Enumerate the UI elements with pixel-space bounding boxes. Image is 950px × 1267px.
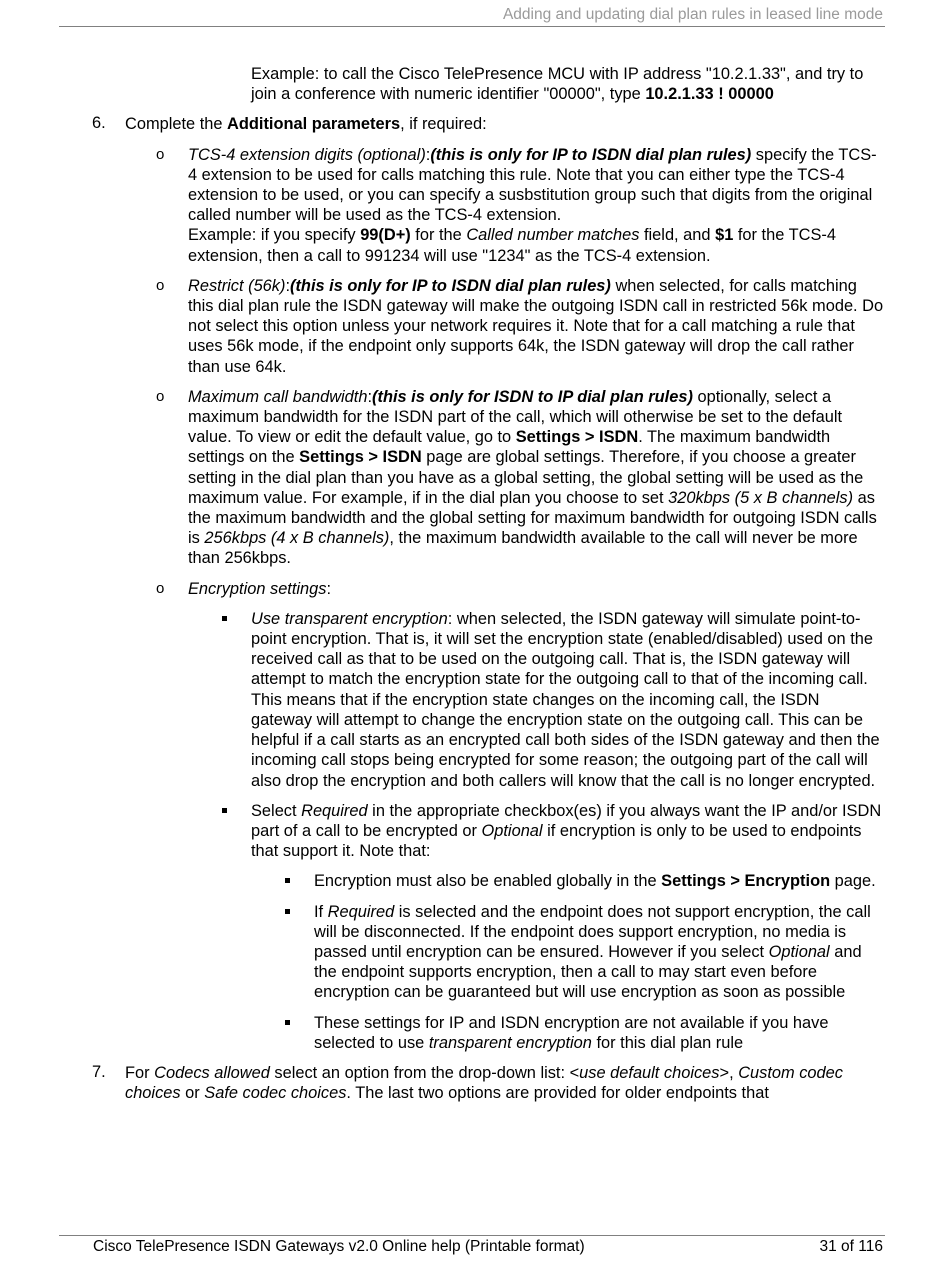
optional-option: Optional: [768, 942, 830, 961]
tcs4-example-pattern: 99(D+): [360, 226, 411, 245]
settings-encryption-ref: Settings > Encryption: [661, 872, 831, 891]
step-6-number: 6.: [92, 114, 106, 133]
list-item-encryption: [156, 579, 885, 599]
bullet-square: [222, 808, 227, 813]
bullet-circle: o: [156, 276, 165, 294]
page-header-title: Adding and updating dial plan rules in leased line mode: [502, 6, 883, 23]
restrict-colon: :: [285, 276, 291, 295]
restrict-scope: (this is only for IP to ISDN dial plan rules): [290, 276, 611, 295]
select-text: Select: [251, 801, 302, 820]
required-option: Required: [301, 801, 368, 820]
note-item: [314, 1013, 885, 1053]
step-6: [92, 114, 885, 134]
bullet-square: [285, 909, 290, 914]
step-7-text: >,: [719, 1063, 739, 1082]
step-6-bold: Additional parameters: [227, 115, 401, 134]
select-text: in the appropriate checkbox(es) if you always want the IP and/or ISDN part of a call to be encrypted or: [251, 801, 882, 840]
step-7: [92, 1062, 885, 1103]
page-number: 31 of 116: [819, 1238, 883, 1255]
example-text: Example: to call the Cisco TelePresence MCU with IP address "10.2.1.33", and try to join a conference with numeric identifier "00000", type: [251, 65, 864, 104]
bullet-square: [285, 878, 290, 883]
step-7-text: or: [180, 1084, 205, 1103]
note-item: [314, 871, 885, 891]
step-7-number: 7.: [92, 1062, 106, 1081]
transparent-term: Use transparent encryption: [251, 609, 448, 628]
bandwidth-text: as the maximum bandwidth and the global setting for maximum bandwidth for outgoing ISDN calls is: [188, 488, 877, 548]
settings-isdn-ref: Settings > ISDN: [299, 448, 422, 467]
note-text: and the endpoint supports encryption, then a call to may start even before encryption can be guaranteed but will use encryption as soon as possible: [314, 942, 862, 1002]
note-text: is selected and the endpoint does not support encryption, the call will be disconnected. If the endpoint does support encryption, no media is passed until encryption can be ensured. However if you select: [314, 902, 871, 961]
tcs4-example-text: for the TCS-4 extension, then a call to 991234 will use "1234" as the TCS-4 extension.: [188, 226, 836, 265]
list-item-tcs4: [156, 145, 885, 266]
step-7-text: select an option from the drop-down list: <: [269, 1063, 580, 1082]
transparent-text: : when selected, the ISDN gateway will simulate point-to-point encryption. That is, it will set the encryption state (enabled/disabled) used on the received call as that to be used on the outgoing call. That is, the ISDN gateway will attempt to match the encryption state for the outgoing call to that of the incoming call. This means that if the encryption state changes on the incoming call, the ISDN gateway will attempt to change the encryption state on the outgoing call. This can be helpful if a call starts as an encrypted call both sides of the ISDN gateway and then the incoming call stops being encrypted for some reason; the outgoing part of the call will also drop the encryption and both callers will know that the call is no longer encrypted.: [251, 609, 880, 790]
settings-isdn-ref: Settings > ISDN: [515, 428, 639, 447]
bullet-square: [222, 616, 227, 621]
required-option: Required: [327, 902, 395, 921]
bandwidth-text: , the maximum bandwidth available to the call will never be more than 256kbps.: [188, 529, 858, 568]
example-code: 10.2.1.33 ! 00000: [645, 85, 774, 104]
note-text: for this dial plan rule: [591, 1033, 744, 1052]
bandwidth-text: page are global settings. Therefore, if you choose a greater setting in the dial plan than you have as a global setting, the global setting will be used as the maximum value. For example, if in the dial plan you choose to set: [188, 448, 864, 507]
bandwidth-example-value: 256kbps (4 x B channels): [204, 529, 390, 548]
codec-option: use default choices: [579, 1063, 720, 1082]
footer-divider: [59, 1235, 885, 1236]
tcs4-example-sub: $1: [715, 226, 734, 245]
list-item-restrict: [156, 276, 885, 377]
bandwidth-text: optionally, select a maximum bandwidth for the ISDN part of the call, which will otherwise be set to the default value. To view or edit the default value, go to: [188, 387, 843, 447]
step-6-post: , if required:: [400, 115, 487, 134]
bullet-square: [285, 1020, 290, 1025]
codec-option: Safe codec choices: [204, 1084, 347, 1103]
bandwidth-text: . The maximum bandwidth settings on the: [188, 428, 831, 467]
sub-item-select-required: [251, 801, 885, 862]
tcs4-text: specify the TCS-4 extension to be used for calls matching this rule. Note that you can either type the TCS-4 extension to be used, or you can specify a susbstitution group such that digits from the original called number will be used as the TCS-4 extension.: [188, 145, 877, 225]
bandwidth-colon: :: [367, 387, 373, 406]
footer-doc-title: Cisco TelePresence ISDN Gateways v2.0 Online help (Printable format): [93, 1238, 585, 1255]
bandwidth-term: Maximum call bandwidth: [188, 387, 368, 406]
note-text: If: [314, 902, 328, 921]
tcs4-example-field: Called number matches: [466, 226, 640, 245]
bullet-circle: o: [156, 579, 165, 597]
encryption-colon: :: [326, 579, 332, 598]
encryption-term: Encryption settings: [188, 579, 327, 598]
step-7-text: . The last two options are provided for older endpoints that: [346, 1084, 769, 1103]
select-text: if encryption is only to be used to endpoints that support it. Note that:: [251, 821, 862, 861]
tcs4-term: TCS-4 extension digits (optional): [188, 145, 426, 164]
header-divider: [59, 26, 885, 27]
note-item: [314, 902, 885, 1003]
list-item-max-bandwidth: [156, 387, 885, 569]
tcs4-example-text: field, and: [639, 226, 716, 245]
sub-item-transparent-encryption: [251, 609, 885, 791]
tcs4-colon: :: [425, 145, 431, 164]
restrict-text: when selected, for calls matching this dial plan rule the ISDN gateway will make the outgoing ISDN call in restricted 56k mode. Do not select this option unless your network requires it. Note that for a call matching a rule that uses 56k mode, if the endpoint only supports 64k, the ISDN gateway will drop the call rather than use 64k.: [188, 276, 884, 376]
tcs4-example: Example: if you specify: [188, 226, 361, 245]
step-6-pre: Complete the: [125, 115, 228, 134]
bullet-circle: o: [156, 387, 165, 405]
note-text: page.: [830, 872, 876, 891]
optional-option: Optional: [481, 821, 543, 840]
restrict-term: Restrict (56k): [188, 276, 286, 295]
bandwidth-scope: (this is only for ISDN to IP dial plan rules): [372, 387, 693, 406]
note-text: Encryption must also be enabled globally in the: [314, 872, 662, 891]
tcs4-example-text: for the: [410, 226, 467, 245]
codec-option: Custom codec choices: [125, 1063, 843, 1103]
transparent-ref: transparent encryption: [428, 1033, 592, 1052]
page-content: [0, 64, 950, 1103]
step-7-text: For: [125, 1063, 155, 1082]
bandwidth-example-value: 320kbps (5 x B channels): [668, 488, 854, 507]
tcs4-scope: (this is only for IP to ISDN dial plan rules): [430, 145, 752, 164]
example-paragraph: [251, 64, 876, 104]
note-text: These settings for IP and ISDN encryption are not available if you have selected to use: [314, 1013, 829, 1052]
codecs-allowed-field: Codecs allowed: [154, 1063, 270, 1082]
bullet-circle: o: [156, 145, 165, 163]
